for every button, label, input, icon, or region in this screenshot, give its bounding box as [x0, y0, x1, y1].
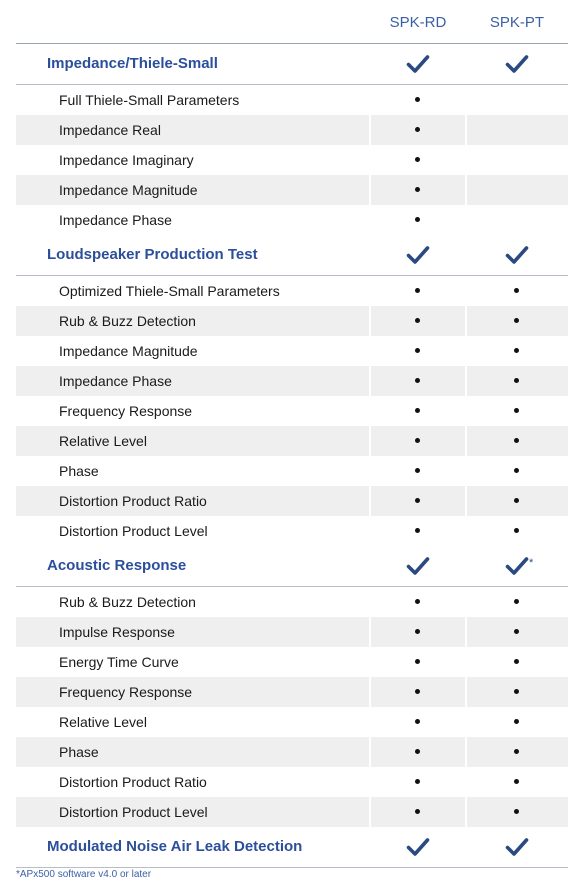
checkmark-icon — [505, 54, 529, 74]
feature-row — [16, 145, 568, 175]
feature-cell-spk-rd — [369, 306, 467, 336]
bullet-icon — [514, 749, 519, 754]
feature-label: Relative Level — [59, 714, 147, 730]
feature-row — [16, 707, 568, 737]
feature-label: Distortion Product Level — [59, 523, 208, 539]
bullet-icon — [514, 779, 519, 784]
feature-row — [16, 85, 568, 115]
bullet-icon — [415, 187, 420, 192]
feature-cell-spk-rd — [369, 486, 467, 516]
feature-cell-spk-rd — [369, 396, 467, 426]
feature-cell-spk-rd — [369, 707, 467, 737]
feature-label: Rub & Buzz Detection — [59, 594, 196, 610]
bullet-icon — [415, 468, 420, 473]
column-header-spk-rd: SPK-RD — [389, 14, 447, 31]
feature-label: Relative Level — [59, 433, 147, 449]
bullet-icon — [514, 378, 519, 383]
feature-cell-spk-pt — [468, 797, 566, 827]
feature-cell-spk-pt — [468, 587, 566, 617]
section-title: Modulated Noise Air Leak Detection — [47, 838, 303, 855]
bullet-icon — [415, 348, 420, 353]
section-header-row — [16, 235, 568, 276]
feature-row — [16, 276, 568, 306]
section-cell-spk-rd — [369, 44, 467, 84]
feature-row — [16, 456, 568, 486]
feature-cell-spk-pt — [468, 486, 566, 516]
feature-cell-spk-pt — [468, 366, 566, 396]
bullet-icon — [415, 689, 420, 694]
checkmark-icon — [505, 837, 529, 857]
feature-row — [16, 516, 568, 546]
bullet-icon — [415, 288, 420, 293]
section-cell-spk-rd — [369, 546, 467, 586]
section-title: Loudspeaker Production Test — [47, 246, 258, 263]
checkmark-icon — [406, 245, 430, 265]
feature-cell-spk-pt — [468, 306, 566, 336]
section-header-row — [16, 44, 568, 85]
bullet-icon — [514, 318, 519, 323]
bullet-icon — [415, 408, 420, 413]
feature-cell-spk-pt — [468, 276, 566, 306]
feature-row — [16, 677, 568, 707]
bullet-icon — [514, 599, 519, 604]
bullet-icon — [415, 97, 420, 102]
checkmark-icon — [406, 837, 430, 857]
bullet-icon — [415, 528, 420, 533]
section-cell-spk-pt — [468, 235, 566, 275]
feature-cell-spk-pt — [468, 205, 566, 235]
bullet-icon — [415, 318, 420, 323]
bullet-icon — [415, 659, 420, 664]
feature-cell-spk-pt — [468, 647, 566, 677]
feature-cell-spk-rd — [369, 145, 467, 175]
checkmark-icon — [505, 245, 529, 265]
feature-cell-spk-rd — [369, 767, 467, 797]
feature-row — [16, 587, 568, 617]
feature-label: Phase — [59, 463, 99, 479]
feature-row — [16, 426, 568, 456]
feature-cell-spk-rd — [369, 587, 467, 617]
bullet-icon — [415, 779, 420, 784]
feature-cell-spk-rd — [369, 175, 467, 205]
feature-cell-spk-pt — [468, 737, 566, 767]
feature-cell-spk-pt — [468, 707, 566, 737]
bullet-icon — [514, 689, 519, 694]
bullet-icon — [415, 498, 420, 503]
feature-cell-spk-rd — [369, 737, 467, 767]
feature-label: Phase — [59, 744, 99, 760]
feature-cell-spk-rd — [369, 677, 467, 707]
feature-cell-spk-pt — [468, 516, 566, 546]
feature-label: Impulse Response — [59, 624, 175, 640]
bullet-icon — [514, 408, 519, 413]
bullet-icon — [514, 719, 519, 724]
section-cell-spk-pt — [468, 546, 566, 586]
feature-label: Impedance Magnitude — [59, 343, 198, 359]
feature-cell-spk-pt — [468, 456, 566, 486]
footnote-marker: * — [529, 557, 534, 569]
feature-cell-spk-rd — [369, 617, 467, 647]
feature-row — [16, 336, 568, 366]
feature-row — [16, 797, 568, 827]
feature-cell-spk-pt — [468, 85, 566, 115]
bullet-icon — [415, 749, 420, 754]
feature-cell-spk-pt — [468, 767, 566, 797]
feature-label: Impedance Phase — [59, 212, 172, 228]
feature-row — [16, 647, 568, 677]
section-header-row — [16, 546, 568, 587]
bullet-icon — [514, 498, 519, 503]
feature-row — [16, 396, 568, 426]
bullet-icon — [415, 438, 420, 443]
feature-cell-spk-pt — [468, 175, 566, 205]
feature-label: Optimized Thiele-Small Parameters — [59, 283, 280, 299]
section-cell-spk-pt — [468, 44, 566, 84]
bullet-icon — [514, 528, 519, 533]
feature-cell-spk-rd — [369, 276, 467, 306]
feature-label: Distortion Product Level — [59, 804, 208, 820]
section-header-row — [16, 827, 568, 868]
bullet-icon — [415, 599, 420, 604]
section-title: Acoustic Response — [47, 557, 187, 574]
bullet-icon — [514, 809, 519, 814]
feature-row — [16, 366, 568, 396]
feature-row — [16, 767, 568, 797]
feature-cell-spk-pt — [468, 115, 566, 145]
feature-label: Impedance Imaginary — [59, 152, 194, 168]
column-header-spk-pt: SPK-PT — [489, 14, 545, 31]
checkmark-icon — [505, 556, 529, 576]
feature-cell-spk-pt — [468, 617, 566, 647]
bullet-icon — [415, 157, 420, 162]
feature-label: Distortion Product Ratio — [59, 493, 207, 509]
feature-cell-spk-rd — [369, 456, 467, 486]
feature-row — [16, 175, 568, 205]
bullet-icon — [415, 629, 420, 634]
feature-row — [16, 306, 568, 336]
bullet-icon — [415, 217, 420, 222]
section-cell-spk-rd — [369, 235, 467, 275]
feature-cell-spk-pt — [468, 336, 566, 366]
section-cell-spk-rd — [369, 827, 467, 867]
feature-cell-spk-rd — [369, 115, 467, 145]
feature-label: Frequency Response — [59, 403, 193, 419]
feature-cell-spk-rd — [369, 366, 467, 396]
feature-cell-spk-rd — [369, 336, 467, 366]
footnote: *APx500 software v4.0 or later — [16, 869, 152, 880]
feature-comparison-table — [16, 44, 568, 868]
feature-cell-spk-rd — [369, 426, 467, 456]
feature-label: Impedance Real — [59, 122, 161, 138]
feature-cell-spk-rd — [369, 797, 467, 827]
bullet-icon — [415, 127, 420, 132]
feature-label: Impedance Phase — [59, 373, 172, 389]
bullet-icon — [514, 288, 519, 293]
feature-cell-spk-rd — [369, 516, 467, 546]
feature-label: Full Thiele-Small Parameters — [59, 92, 240, 108]
feature-cell-spk-pt — [468, 396, 566, 426]
feature-cell-spk-rd — [369, 85, 467, 115]
bullet-icon — [415, 378, 420, 383]
bullet-icon — [415, 809, 420, 814]
checkmark-icon — [406, 556, 430, 576]
feature-label: Distortion Product Ratio — [59, 774, 207, 790]
section-title: Impedance/Thiele-Small — [47, 55, 218, 72]
bullet-icon — [514, 438, 519, 443]
bullet-icon — [415, 719, 420, 724]
feature-cell-spk-rd — [369, 205, 467, 235]
checkmark-icon — [406, 54, 430, 74]
feature-row — [16, 737, 568, 767]
feature-label: Rub & Buzz Detection — [59, 313, 196, 329]
feature-label: Impedance Magnitude — [59, 182, 198, 198]
bullet-icon — [514, 629, 519, 634]
feature-row — [16, 205, 568, 235]
feature-cell-spk-pt — [468, 145, 566, 175]
feature-row — [16, 617, 568, 647]
bullet-icon — [514, 468, 519, 473]
feature-cell-spk-pt — [468, 677, 566, 707]
section-cell-spk-pt — [468, 827, 566, 867]
feature-row — [16, 115, 568, 145]
feature-label: Frequency Response — [59, 684, 193, 700]
feature-label: Energy Time Curve — [59, 654, 179, 670]
feature-cell-spk-pt — [468, 426, 566, 456]
feature-row — [16, 486, 568, 516]
bullet-icon — [514, 659, 519, 664]
feature-cell-spk-rd — [369, 647, 467, 677]
bullet-icon — [514, 348, 519, 353]
